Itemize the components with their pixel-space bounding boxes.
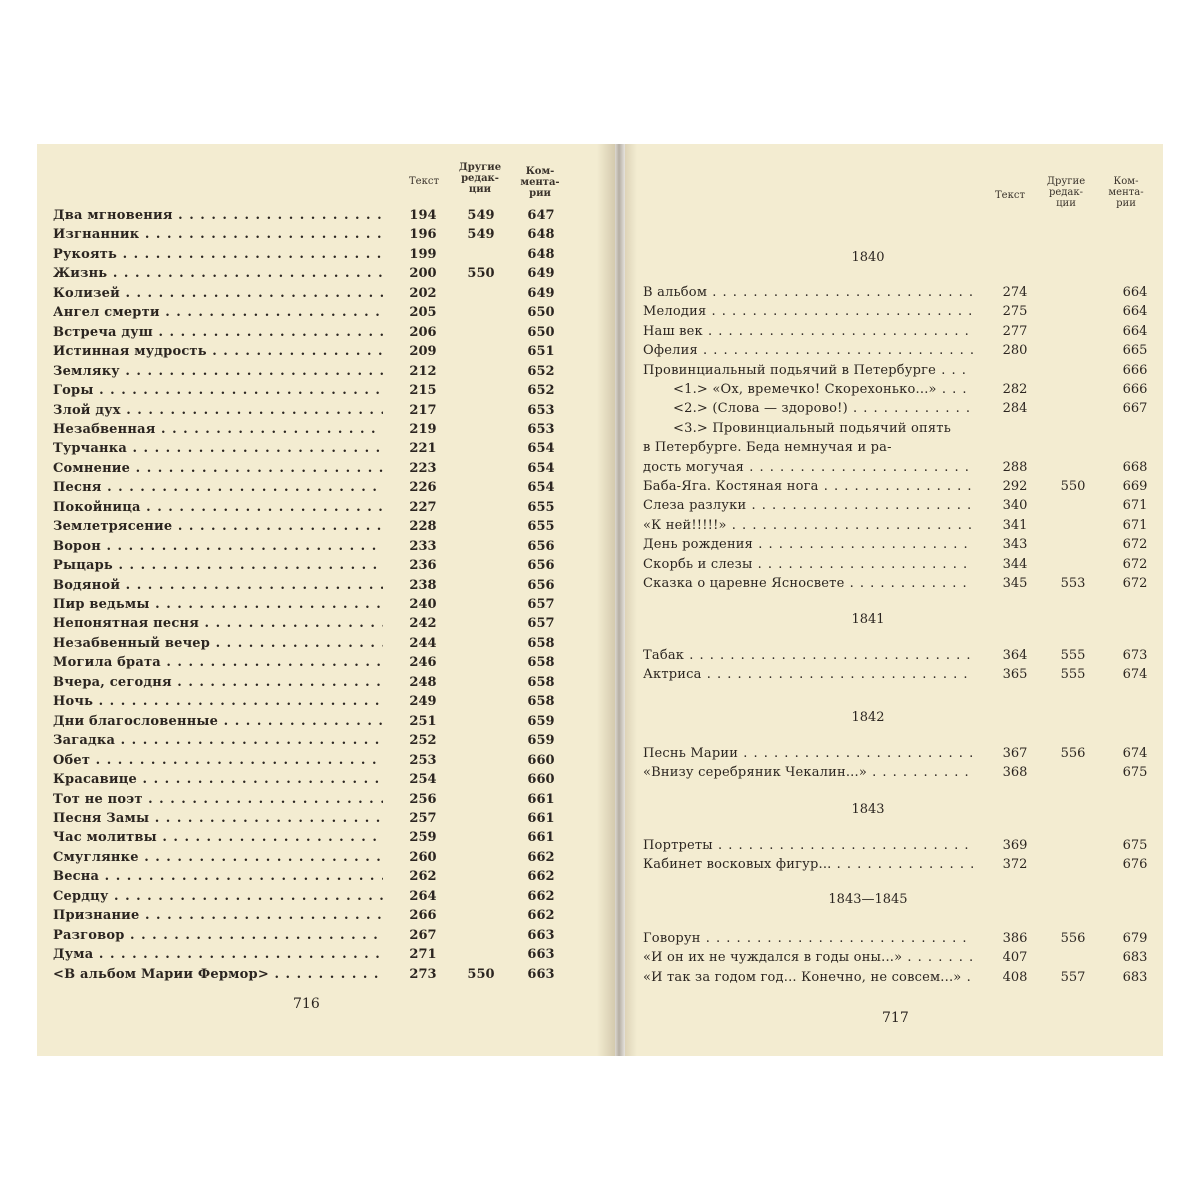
- entry-text-page: 275: [1002, 304, 1028, 320]
- entry-title: Мелодия . . .: [643, 302, 973, 321]
- entry-text-page: 253: [409, 752, 437, 768]
- entry-title: Разговор . . .: [53, 926, 383, 945]
- column-header-comments: [1101, 176, 1151, 209]
- entry-title: Ангел смерти . . .: [53, 303, 383, 322]
- toc-row: [643, 361, 1163, 380]
- entry-title: Сомнение . . .: [53, 459, 383, 478]
- entry-text-page: 266: [409, 908, 437, 924]
- entry-title: Два мгновения . . .: [53, 206, 383, 225]
- entry-title: Злой дух . . .: [53, 401, 383, 420]
- entry-title: Скорбь и слезы . . .: [643, 555, 973, 574]
- entry-comments-page: 671: [1122, 517, 1148, 533]
- entry-title: Изгнанник . . .: [53, 225, 383, 244]
- entry-text-page: 282: [1002, 382, 1028, 397]
- entry-comments-page: 655: [527, 519, 555, 535]
- toc-row: [53, 245, 593, 264]
- entry-text-page: 236: [409, 558, 437, 574]
- year-heading-1843: 1843: [851, 802, 885, 817]
- entry-comments-page: 658: [527, 635, 555, 651]
- entry-title: Песня . . .: [53, 478, 383, 497]
- toc-row: [643, 302, 1163, 321]
- entry-comments-page: 672: [1122, 556, 1148, 572]
- entry-text-page: 205: [409, 305, 437, 321]
- entry-title: Ворон . . .: [53, 537, 383, 556]
- entry-title: <2.> (Слова — здорово!) . . .: [673, 399, 973, 418]
- year-heading-1841: 1841: [851, 612, 885, 627]
- toc-row: [643, 341, 1163, 360]
- toc-row: [643, 516, 1163, 535]
- entry-text-page: 408: [1002, 969, 1028, 985]
- toc-row: [643, 496, 1163, 515]
- entry-comments-page: 658: [527, 674, 555, 690]
- entry-comments-page: 665: [1122, 343, 1148, 359]
- entry-title: День рождения . . .: [643, 535, 973, 554]
- toc-row: [53, 264, 593, 283]
- entry-text-page: 217: [409, 402, 437, 418]
- entry-text-page: 228: [409, 519, 437, 535]
- entry-title: Слеза разлуки . . .: [643, 496, 973, 515]
- entry-comments-page: 647: [527, 208, 555, 223]
- book-gutter: [597, 144, 637, 1056]
- right-page: [625, 144, 1163, 1056]
- column-header-comments: [515, 166, 565, 199]
- entry-text-page: 407: [1002, 950, 1028, 966]
- entry-text-page: 372: [1002, 857, 1028, 873]
- entry-title: Незабвенный вечер . . .: [53, 634, 383, 653]
- entry-comments-page: 662: [527, 869, 555, 885]
- toc-row: [53, 945, 593, 964]
- entry-text-page: 200: [409, 266, 437, 282]
- toc-row: [643, 419, 1163, 438]
- header-line: редак-: [461, 173, 499, 184]
- entry-comments-page: 654: [527, 480, 555, 496]
- entry-comments-page: 664: [1122, 323, 1148, 339]
- entry-comments-page: 648: [527, 227, 555, 243]
- entry-text-page: 221: [409, 441, 437, 457]
- toc-row: [643, 535, 1163, 554]
- entry-title: Землетрясение . . .: [53, 517, 383, 536]
- toc-row: [53, 712, 593, 731]
- entry-comments-page: 662: [527, 908, 555, 924]
- entry-text-page: 284: [1002, 401, 1028, 417]
- entry-title: Горы . . .: [53, 381, 383, 400]
- entry-title: в Петербурге. Беда немнучая и ра-: [643, 440, 892, 456]
- column-header-other-editions: [1041, 176, 1091, 209]
- entry-title: Незабвенная . . .: [53, 420, 383, 439]
- entry-text-page: 340: [1002, 498, 1028, 514]
- entry-title: Табак . . .: [643, 646, 973, 665]
- entry-comments-page: 672: [1122, 537, 1148, 553]
- entry-other-editions-page: 556: [1060, 746, 1086, 761]
- entry-comments-page: 661: [527, 810, 555, 826]
- entry-other-editions-page: 555: [1060, 667, 1086, 683]
- entry-comments-page: 658: [527, 694, 555, 710]
- entry-text-page: 252: [409, 733, 437, 749]
- entry-text-page: 345: [1002, 576, 1028, 591]
- entry-comments-page: 649: [527, 266, 555, 282]
- toc-row: [53, 303, 593, 322]
- entry-title: Наш век . . .: [643, 322, 973, 341]
- entry-comments-page: 654: [527, 441, 555, 457]
- page-number-right: 717: [882, 1010, 909, 1026]
- entry-title: Признание . . .: [53, 906, 383, 925]
- entry-title: Кабинет восковых фигур... . . .: [643, 855, 973, 874]
- page-number-left: 716: [293, 996, 320, 1012]
- entry-title: Сказка о царевне Ясносвете . . .: [643, 574, 973, 593]
- entry-comments-page: 671: [1122, 498, 1148, 514]
- entry-text-page: 233: [409, 538, 437, 554]
- entry-text-page: 274: [1002, 285, 1028, 300]
- entry-title: Дума . . .: [53, 945, 383, 964]
- entry-other-editions-page: 550: [467, 266, 495, 282]
- entry-comments-page: 672: [1122, 576, 1148, 591]
- toc-row: [643, 968, 1163, 987]
- entry-text-page: 369: [1002, 838, 1028, 853]
- entry-comments-page: 659: [527, 713, 555, 729]
- entry-title: «К ней!!!!!» . . .: [643, 516, 973, 535]
- toc-row: [53, 614, 593, 633]
- toc-row: [643, 574, 1163, 593]
- toc-row: [643, 322, 1163, 341]
- entry-comments-page: 664: [1122, 285, 1148, 300]
- toc-row: [53, 381, 593, 400]
- entry-text-page: 365: [1002, 667, 1028, 683]
- toc-row: [643, 380, 1163, 399]
- entry-text-page: 277: [1002, 323, 1028, 339]
- entry-title: Говорун . . .: [643, 929, 973, 948]
- header-line: Ком-: [525, 166, 555, 177]
- entry-text-page: 244: [409, 635, 437, 651]
- header-line: мента-: [520, 177, 560, 188]
- toc-row: [53, 692, 593, 711]
- entry-text-page: 368: [1002, 765, 1028, 781]
- entry-text-page: 223: [409, 460, 437, 476]
- entry-other-editions-page: 550: [1060, 479, 1086, 494]
- entry-comments-page: 679: [1122, 931, 1148, 946]
- toc-row: [643, 929, 1163, 948]
- entry-text-page: 257: [409, 810, 437, 826]
- entry-text-page: 199: [409, 246, 437, 262]
- entry-title: Земляку . . .: [53, 362, 383, 381]
- entry-comments-page: 666: [1122, 362, 1148, 378]
- entry-text-page: 273: [409, 966, 437, 982]
- entry-title: Истинная мудрость . . .: [53, 342, 383, 361]
- entry-text-page: 219: [409, 421, 437, 437]
- entry-comments-page: 669: [1122, 479, 1148, 494]
- entry-text-page: 196: [409, 227, 437, 243]
- entry-title: Жизнь . . .: [53, 264, 383, 283]
- entry-title: Дни благословенные . . .: [53, 712, 383, 731]
- toc-row: [53, 828, 593, 847]
- entry-text-page: 202: [409, 285, 437, 301]
- entry-title: Сердцу . . .: [53, 887, 383, 906]
- toc-row: [53, 653, 593, 672]
- header-line: Текст: [995, 190, 1025, 201]
- entry-comments-page: 655: [527, 499, 555, 515]
- entry-title: Вчера, сегодня . . .: [53, 673, 383, 692]
- header-line: Другие: [458, 162, 502, 173]
- entry-other-editions-page: 553: [1060, 576, 1086, 591]
- toc-row: [643, 646, 1163, 665]
- entry-other-editions-page: 549: [467, 227, 495, 243]
- toc-row: [53, 342, 593, 361]
- header-line: Другие: [1046, 176, 1086, 187]
- entry-text-page: 194: [409, 208, 437, 223]
- toc-row: [643, 763, 1163, 782]
- entry-comments-page: 666: [1122, 382, 1148, 397]
- toc-row: [53, 926, 593, 945]
- entry-title: Покойница . . .: [53, 498, 383, 517]
- toc-row: [53, 420, 593, 439]
- toc-row: [53, 206, 593, 225]
- entry-comments-page: 656: [527, 558, 555, 574]
- entry-comments-page: 653: [527, 402, 555, 418]
- entry-comments-page: 652: [527, 383, 555, 399]
- year-heading-1842: 1842: [851, 710, 885, 725]
- entry-text-page: 341: [1002, 517, 1028, 533]
- year-heading-1843-1845: 1843—1845: [828, 892, 908, 907]
- entry-comments-page: 667: [1122, 401, 1148, 417]
- entry-text-page: 215: [409, 383, 437, 399]
- entry-comments-page: 662: [527, 849, 555, 865]
- entry-title: Весна . . .: [53, 867, 383, 886]
- entry-comments-page: 654: [527, 460, 555, 476]
- toc-row: [53, 362, 593, 381]
- entry-text-page: 264: [409, 888, 437, 904]
- left-page: [37, 144, 615, 1056]
- entry-text-page: 249: [409, 694, 437, 710]
- entry-comments-page: 653: [527, 421, 555, 437]
- header-line: редак-: [1048, 187, 1084, 198]
- entry-text-page: 271: [409, 947, 437, 963]
- entry-comments-page: 657: [527, 616, 555, 632]
- toc-row: [53, 770, 593, 789]
- entry-text-page: 226: [409, 480, 437, 496]
- entry-title: Песнь Марии . . .: [643, 744, 973, 763]
- entry-other-editions-page: 550: [467, 966, 495, 982]
- entry-title: «Внизу серебряник Чекалин...» . . .: [643, 763, 973, 782]
- toc-row: [53, 751, 593, 770]
- entry-title: В альбом . . .: [643, 283, 973, 302]
- entry-text-page: 386: [1002, 931, 1028, 946]
- header-line: ции: [468, 184, 492, 195]
- entry-comments-page: 656: [527, 577, 555, 593]
- entry-title: Загадка . . .: [53, 731, 383, 750]
- entry-comments-page: 652: [527, 363, 555, 379]
- entry-text-page: 262: [409, 869, 437, 885]
- toc-row: [53, 439, 593, 458]
- entry-title: Рукоять . . .: [53, 245, 383, 264]
- entry-title: Провинциальный подьячий в Петербурге . . .: [643, 361, 973, 380]
- entry-comments-page: 663: [527, 927, 555, 943]
- entry-text-page: 248: [409, 674, 437, 690]
- toc-row: [643, 283, 1163, 302]
- entry-title: Красавице . . .: [53, 770, 383, 789]
- toc-row: [53, 595, 593, 614]
- entry-text-page: 240: [409, 597, 437, 612]
- header-line: Текст: [409, 176, 439, 187]
- header-line: ции: [1056, 198, 1076, 209]
- toc-row: [53, 323, 593, 342]
- entry-text-page: 260: [409, 849, 437, 865]
- toc-row: [53, 809, 593, 828]
- entry-comments-page: 660: [527, 752, 555, 768]
- toc-row: [643, 665, 1163, 684]
- entry-comments-page: 674: [1122, 746, 1148, 761]
- entry-text-page: 206: [409, 324, 437, 340]
- entry-title: Час молитвы . . .: [53, 828, 383, 847]
- entry-text-page: 344: [1002, 556, 1028, 572]
- column-header-other-editions: [455, 162, 505, 195]
- toc-row: [53, 673, 593, 692]
- entry-other-editions-page: 555: [1060, 648, 1086, 663]
- entry-text-page: 367: [1002, 746, 1028, 761]
- entry-text-page: 212: [409, 363, 437, 379]
- entry-other-editions-page: 549: [467, 208, 495, 223]
- entry-comments-page: 651: [527, 344, 555, 360]
- entry-title: Смуглянке . . .: [53, 848, 383, 867]
- year-heading-1840: 1840: [851, 250, 885, 265]
- entry-comments-page: 663: [527, 947, 555, 963]
- entry-comments-page: 657: [527, 597, 555, 612]
- entry-title: <3.> Провинциальный подьячий опять: [673, 420, 951, 436]
- entry-text-page: 251: [409, 713, 437, 729]
- toc-row: [53, 459, 593, 478]
- entry-comments-page: 683: [1122, 950, 1148, 966]
- entry-title: Актриса . . .: [643, 665, 973, 684]
- entry-text-page: 364: [1002, 648, 1028, 663]
- toc-row: [643, 744, 1163, 763]
- entry-comments-page: 675: [1122, 765, 1148, 781]
- entry-text-page: 343: [1002, 537, 1028, 553]
- entry-title: Портреты . . .: [643, 836, 973, 855]
- entry-text-page: 292: [1002, 479, 1028, 494]
- entry-comments-page: 659: [527, 733, 555, 749]
- entry-text-page: 209: [409, 344, 437, 360]
- toc-row: [643, 948, 1163, 967]
- entry-text-page: 246: [409, 655, 437, 671]
- header-line: рии: [529, 188, 551, 199]
- toc-row: [643, 438, 1163, 457]
- toc-row: [53, 634, 593, 653]
- toc-row: [53, 576, 593, 595]
- entry-text-page: 227: [409, 499, 437, 515]
- toc-row: [643, 458, 1163, 477]
- entry-title: «И он их не чуждался в годы оны...» . . .: [643, 948, 973, 967]
- entry-comments-page: 676: [1122, 857, 1148, 873]
- entry-title: <1.> «Ох, времечко! Скорехонько...» . . .: [673, 380, 973, 399]
- entry-title: Песня Замы . . .: [53, 809, 383, 828]
- entry-title: Офелия . . .: [643, 341, 973, 360]
- toc-row: [643, 836, 1163, 855]
- entry-text-page: 280: [1002, 343, 1028, 359]
- entry-text-page: 288: [1002, 459, 1028, 475]
- entry-title: Баба-Яга. Костяная нога . . .: [643, 477, 973, 496]
- toc-row: [53, 284, 593, 303]
- entry-title: <В альбом Марии Фермор> . . .: [53, 965, 383, 984]
- entry-text-page: 238: [409, 577, 437, 593]
- entry-comments-page: 683: [1122, 969, 1148, 985]
- header-line: Ком-: [1113, 176, 1139, 187]
- entry-title: Непонятная песня . . .: [53, 614, 383, 633]
- toc-row: [53, 556, 593, 575]
- entry-title: Обет . . .: [53, 751, 383, 770]
- entry-comments-page: 663: [527, 966, 555, 982]
- entry-comments-page: 673: [1122, 648, 1148, 663]
- entry-comments-page: 661: [527, 791, 555, 807]
- toc-row: [643, 855, 1163, 874]
- entry-title: Ночь . . .: [53, 692, 383, 711]
- toc-row: [53, 887, 593, 906]
- column-header-text: [985, 190, 1035, 201]
- toc-row: [53, 517, 593, 536]
- entry-title: Встреча душ . . .: [53, 323, 383, 342]
- entry-comments-page: 664: [1122, 304, 1148, 320]
- entry-title: дость могучая . . .: [643, 458, 973, 477]
- entry-comments-page: 668: [1122, 459, 1148, 475]
- entry-text-page: 254: [409, 772, 437, 788]
- toc-row: [53, 790, 593, 809]
- toc-row: [53, 537, 593, 556]
- entry-comments-page: 650: [527, 324, 555, 340]
- entry-title: Рыцарь . . .: [53, 556, 383, 575]
- column-header-text: [399, 176, 449, 187]
- toc-row: [53, 731, 593, 750]
- entry-comments-page: 662: [527, 888, 555, 904]
- entry-comments-page: 675: [1122, 838, 1148, 853]
- entry-title: Колизей . . .: [53, 284, 383, 303]
- toc-row: [53, 401, 593, 420]
- toc-row: [53, 867, 593, 886]
- entry-comments-page: 661: [527, 830, 555, 846]
- toc-row: [53, 965, 593, 984]
- entry-comments-page: 648: [527, 246, 555, 262]
- entry-comments-page: 674: [1122, 667, 1148, 683]
- header-line: рии: [1116, 198, 1136, 209]
- entry-title: «И так за годом год... Конечно, не совсем...» . . .: [643, 968, 973, 987]
- toc-row: [643, 555, 1163, 574]
- entry-comments-page: 650: [527, 305, 555, 321]
- header-line: мента-: [1108, 187, 1144, 198]
- entry-text-page: 259: [409, 830, 437, 846]
- toc-row: [53, 498, 593, 517]
- entry-title: Водяной . . .: [53, 576, 383, 595]
- toc-row: [53, 478, 593, 497]
- toc-row: [643, 399, 1163, 418]
- entry-text-page: 256: [409, 791, 437, 807]
- entry-text-page: 242: [409, 616, 437, 632]
- entry-other-editions-page: 556: [1060, 931, 1086, 946]
- entry-comments-page: 660: [527, 772, 555, 788]
- toc-row: [53, 906, 593, 925]
- toc-row: [643, 477, 1163, 496]
- entry-title: Могила брата . . .: [53, 653, 383, 672]
- entry-comments-page: 649: [527, 285, 555, 301]
- entry-title: Тот не поэт . . .: [53, 790, 383, 809]
- entry-text-page: 267: [409, 927, 437, 943]
- book-spread: [37, 144, 1163, 1056]
- toc-row: [53, 848, 593, 867]
- entry-title: Турчанка . . .: [53, 439, 383, 458]
- toc-row: [53, 225, 593, 244]
- entry-other-editions-page: 557: [1060, 969, 1086, 985]
- entry-title: Пир ведьмы . . .: [53, 595, 383, 614]
- entry-comments-page: 658: [527, 655, 555, 671]
- entry-comments-page: 656: [527, 538, 555, 554]
